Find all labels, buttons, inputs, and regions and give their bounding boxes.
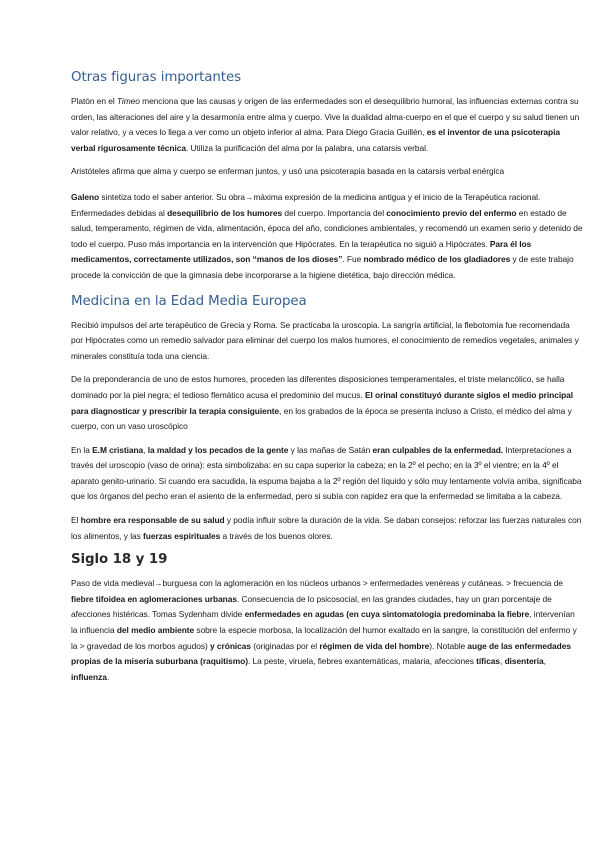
bold-text: nombrado médico de los gladiadores: [363, 254, 511, 265]
paragraph-siglo: [71, 576, 583, 685]
text: a través de los buenos olores.: [220, 530, 333, 541]
text: , y: [277, 166, 289, 177]
paragraph-galeno: [71, 190, 583, 284]
bold-text: conocimiento previo del enfermo: [386, 207, 517, 218]
text: . Fue: [342, 254, 364, 265]
bold-text: hombre era responsable de su salud: [80, 515, 225, 526]
paragraph-responsable-salud: [71, 513, 583, 544]
text: y de este trabajo procede la convicción de que la gimnasia debe incorporarse a la higiene dietética, bajo dirección médica.: [71, 254, 574, 280]
bold-text: del medio ambiente: [116, 625, 195, 636]
text: y podía influir sobre la duración de la vida. Se daban consejos: reforzar las fuerzas naturales con los alimentos, y las: [71, 515, 582, 541]
text: sobre la especie morbosa, la localización del humor exaltado en la sangre, la constitución del enfermo y la > gravedad de los morbos agudos): [71, 625, 577, 651]
bold-text: influenza: [71, 671, 107, 682]
paragraph-aristoteles: [71, 164, 583, 180]
heading-edad-media: Medicina en la Edad Media Europea: [71, 293, 307, 309]
bold-text: E.M cristiana: [92, 444, 144, 455]
text: y las mañas de Satán: [288, 444, 373, 455]
bold-text: enfermedades en agudas (en cuya sintomatología predominaba la fiebre: [244, 609, 530, 620]
paragraph-edad-media-intro: Recibió impulsos del arte terapéutico de Grecia y Roma. Se practicaba la uroscopia. La sangría artificial, la flebotomía fue recomendada por Hipócrates como un remedio salvador para eliminar del cuerpo los malos humores, el conocimiento de remedios vegetales, animales y minerales constituía toda una ciencia.: [71, 319, 579, 361]
bold-text: la maldad y los pecados de la gente: [147, 444, 289, 455]
paragraph-platon: [71, 94, 583, 156]
bold-text: es el inventor de una psicoterapia verbal rigurosamente técnica: [71, 127, 560, 153]
text: en estado de salud, temperamento, régimen de vida, alimentación, época del año, condiciones ambientales, y recomendó un examen serio y detenido de todo el cuerpo. Puso más importancia en la intervención que Hipócrates. En la terapéutica no siguió a Hipócrates.: [71, 207, 583, 249]
text: Platón en el: [71, 96, 117, 106]
text: De la preponderancia de uno de estos humores, proceden las diferentes disposiciones temperamentales, el triste melancólico, se halla dominado por la piel negra; el tedioso flemático acusa el predominio del mucus.: [71, 374, 565, 400]
text: , intervenían la influencia: [71, 609, 575, 636]
italic-text: Timeo: [116, 96, 140, 106]
heading-siglo: Siglo 18 y 19: [71, 552, 168, 568]
text: del cuerpo. Importancia del: [282, 207, 387, 218]
bold-text: usó una psicoterapia basada en la catarsis verbal enérgica: [288, 166, 505, 177]
bold-text: fiebre tifoidea en aglomeraciones urbanas: [71, 593, 237, 604]
text: El: [71, 515, 81, 526]
heading-otras-figuras: Otras figuras importantes: [71, 70, 241, 85]
text: . La peste, viruela, fiebres exantemáticas, malaria, afecciones: [247, 656, 477, 667]
bold-text: Aristóteles afirma que alma y cuerpo se enferman juntos: [71, 166, 278, 177]
text: . Consecuencia de lo psicosocial, en las grandes ciudades, hay un gran porcentaje de afecciones histéricas. Tomas Sydenham divide: [71, 593, 552, 620]
text: Paso de vida medieval→burguesa con la aglomeración en los núcleos urbanos > enfermedades venéreas y cutáneas. > frecuencia de: [71, 578, 563, 589]
paragraph-humores: [71, 372, 583, 434]
text: (originadas por el: [250, 640, 320, 651]
text: . Utiliza la purificación del alma por la palabra, una catarsis verbal.: [185, 142, 429, 153]
bold-text: eran culpables de la enfermedad.: [372, 444, 504, 455]
bold-text: Galeno: [71, 191, 100, 202]
bold-text: tíficas: [476, 656, 501, 667]
text: sintetiza todo el saber anterior. Su obra→máxima expresión de la medicina antigua y el inicio de la Terapéutica racional. Enfermedades debidas al: [71, 191, 541, 218]
text: .: [106, 671, 110, 682]
paragraph-em-cristiana: [71, 443, 583, 505]
bold-text: El orinal constituyó durante siglos el medio principal para diagnosticar y prescribir la terapia consiguiente: [71, 389, 574, 416]
text: ,: [143, 444, 148, 455]
text: , en los grabados de la época se presenta incluso a Cristo, el médico del alma y cuerpo, con un vaso uroscópico: [71, 405, 572, 432]
text: ,: [543, 656, 546, 667]
bold-text: Para él los medicamentos, correctamente utilizados, son “manos de los dioses”: [71, 238, 532, 265]
document-body: [71, 70, 583, 693]
bold-text: fuerzas espirituales: [143, 530, 221, 541]
bold-text: disentería: [504, 656, 544, 667]
bold-text: régimen de vida del hombre: [319, 640, 430, 651]
text: ). Notable: [429, 640, 468, 651]
bold-text: auge de las enfermedades propias de la miseria suburbana (raquitismo): [71, 640, 571, 667]
text: ,: [500, 656, 505, 667]
text: Interpretaciones a través del uroscopio (vaso de orina): esta simbolizaba: en su capa superior la cabeza; en la 2º el pecho; en la 3º el vientre; en la 4º el aparato genito-urinario. Si cuando era sacudida, la espuma bajaba a la 2º región del líquido y sólo muy lentamente volvía arriba, significaba que los órganos del pecho eran el asiento de la enfermedad, pero si subía con rapidez era que la enfermedad se limitaba a la cabeza.: [71, 444, 582, 502]
bold-text: desequilibrio de los humores: [167, 207, 283, 218]
text: menciona que las causas y origen de las enfermedades son el desequilibrio humoral, las influencias externas contra su orden, las alteraciones del aire y la desarmonía entre alma y cuerpo. Vive la dualidad alma-cuerpo en el que el cuerpo y su salud tienen un valor relativo, y a veces lo llega a ver como un objeto inferior al alma. Para Diego Gracia Guillén,: [71, 96, 580, 138]
text: En la: [71, 444, 93, 455]
bold-text: y crónicas: [210, 640, 251, 651]
